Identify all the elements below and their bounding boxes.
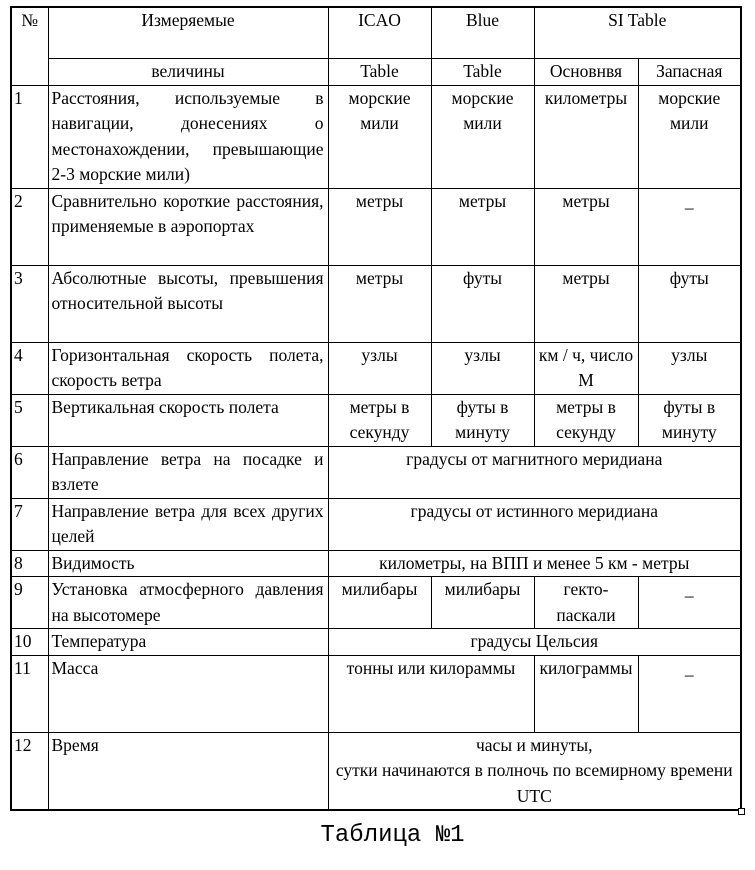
header-measure-top: Измеряемые bbox=[48, 7, 328, 59]
row-quantity: Вертикальная скорость полета bbox=[48, 394, 328, 446]
cell-si-alt: _ bbox=[638, 188, 741, 265]
cell-blue: футы в минуту bbox=[431, 394, 534, 446]
cell-si-main: килограммы bbox=[534, 655, 638, 732]
row-quantity: Время bbox=[48, 732, 328, 810]
header-si-main: Основнвя bbox=[534, 59, 638, 86]
table-row bbox=[11, 550, 741, 577]
row-number: 4 bbox=[11, 342, 48, 394]
table-row bbox=[11, 629, 741, 656]
cell-si-alt: _ bbox=[638, 655, 741, 732]
table-row bbox=[11, 732, 741, 810]
row-number: 3 bbox=[11, 265, 48, 342]
row-quantity: Температура bbox=[48, 629, 328, 656]
cell-all-tables: километры, на ВПП и менее 5 км - метры bbox=[328, 550, 741, 577]
row-number: 8 bbox=[11, 550, 48, 577]
cell-blue: милибары bbox=[431, 577, 534, 629]
cell-all-tables: градусы от истинного меридиана bbox=[328, 498, 741, 550]
cell-icao: метры в секунду bbox=[328, 394, 431, 446]
time-line-1: часы и минуты, bbox=[475, 734, 593, 755]
table-caption: Таблица №1 bbox=[320, 822, 465, 849]
row-number: 6 bbox=[11, 446, 48, 498]
table-row bbox=[11, 655, 741, 732]
header-icao-bottom: Table bbox=[328, 59, 431, 86]
cell-blue: узлы bbox=[431, 342, 534, 394]
header-row-top bbox=[11, 7, 741, 59]
header-si-alt: Запасная bbox=[638, 59, 741, 86]
row-quantity: Установка атмосферного давления на высотомере bbox=[48, 577, 328, 629]
row-number: 5 bbox=[11, 394, 48, 446]
cell-si-main: метры в секунду bbox=[534, 394, 638, 446]
table-row bbox=[11, 394, 741, 446]
row-number: 9 bbox=[11, 577, 48, 629]
row-quantity: Абсолютные высоты, превышения относительной высоты bbox=[48, 265, 328, 342]
header-icao-top: ICAO bbox=[328, 7, 431, 59]
cell-si-alt: футы bbox=[638, 265, 741, 342]
cell-icao-blue: тонны или килораммы bbox=[328, 655, 534, 732]
cell-si-main: километры bbox=[534, 85, 638, 188]
row-quantity: Видимость bbox=[48, 550, 328, 577]
row-number: 7 bbox=[11, 498, 48, 550]
table-row bbox=[11, 342, 741, 394]
row-quantity: Горизонтальная скорость полета, скорость ветра bbox=[48, 342, 328, 394]
cell-all-tables: градусы от магнитного меридиана bbox=[328, 446, 741, 498]
header-blue-top: Blue bbox=[431, 7, 534, 59]
row-quantity: Масса bbox=[48, 655, 328, 732]
cell-icao: метры bbox=[328, 188, 431, 265]
row-number: 12 bbox=[11, 732, 48, 810]
table-row bbox=[11, 265, 741, 342]
row-number: 10 bbox=[11, 629, 48, 656]
row-quantity: Расстояния, используемые в навигации, донесениях о местонахождении, превышающие 2-3 морские мили) bbox=[48, 85, 328, 188]
table-row bbox=[11, 498, 741, 550]
cell-si-main: метры bbox=[534, 188, 638, 265]
table-row bbox=[11, 188, 741, 265]
table-row bbox=[11, 85, 741, 188]
cell-icao: милибары bbox=[328, 577, 431, 629]
cell-icao: морские мили bbox=[328, 85, 431, 188]
table-row bbox=[11, 577, 741, 629]
row-quantity: Сравнительно короткие расстояния, применяемые в аэропортах bbox=[48, 188, 328, 265]
units-table bbox=[10, 6, 742, 811]
cell-all-tables bbox=[328, 732, 741, 810]
cell-blue: морские мили bbox=[431, 85, 534, 188]
cell-all-tables: градусы Цельсия bbox=[328, 629, 741, 656]
cell-icao: узлы bbox=[328, 342, 431, 394]
row-number: 2 bbox=[11, 188, 48, 265]
row-quantity: Направление ветра для всех других целей bbox=[48, 498, 328, 550]
cell-si-alt: _ bbox=[638, 577, 741, 629]
cell-si-main: гекто-паскали bbox=[534, 577, 638, 629]
header-num: № bbox=[11, 7, 48, 85]
row-number: 1 bbox=[11, 85, 48, 188]
cell-si-main: км / ч, число М bbox=[534, 342, 638, 394]
cell-blue: метры bbox=[431, 188, 534, 265]
header-si-top: SI Table bbox=[534, 7, 741, 59]
time-line-2: сутки начинаются в полночь по всемирному времени UTC bbox=[335, 760, 733, 806]
header-measure-bottom: величины bbox=[48, 59, 328, 86]
table-row bbox=[11, 446, 741, 498]
cell-si-alt: морские мили bbox=[638, 85, 741, 188]
cell-icao: метры bbox=[328, 265, 431, 342]
cell-si-main: метры bbox=[534, 265, 638, 342]
cell-si-alt: футы в минуту bbox=[638, 394, 741, 446]
row-quantity: Направление ветра на посадке и взлете bbox=[48, 446, 328, 498]
row-number: 11 bbox=[11, 655, 48, 732]
cell-blue: футы bbox=[431, 265, 534, 342]
table-resize-handle bbox=[738, 808, 745, 815]
cell-si-alt: узлы bbox=[638, 342, 741, 394]
header-row-bottom bbox=[11, 59, 741, 86]
header-blue-bottom: Table bbox=[431, 59, 534, 86]
